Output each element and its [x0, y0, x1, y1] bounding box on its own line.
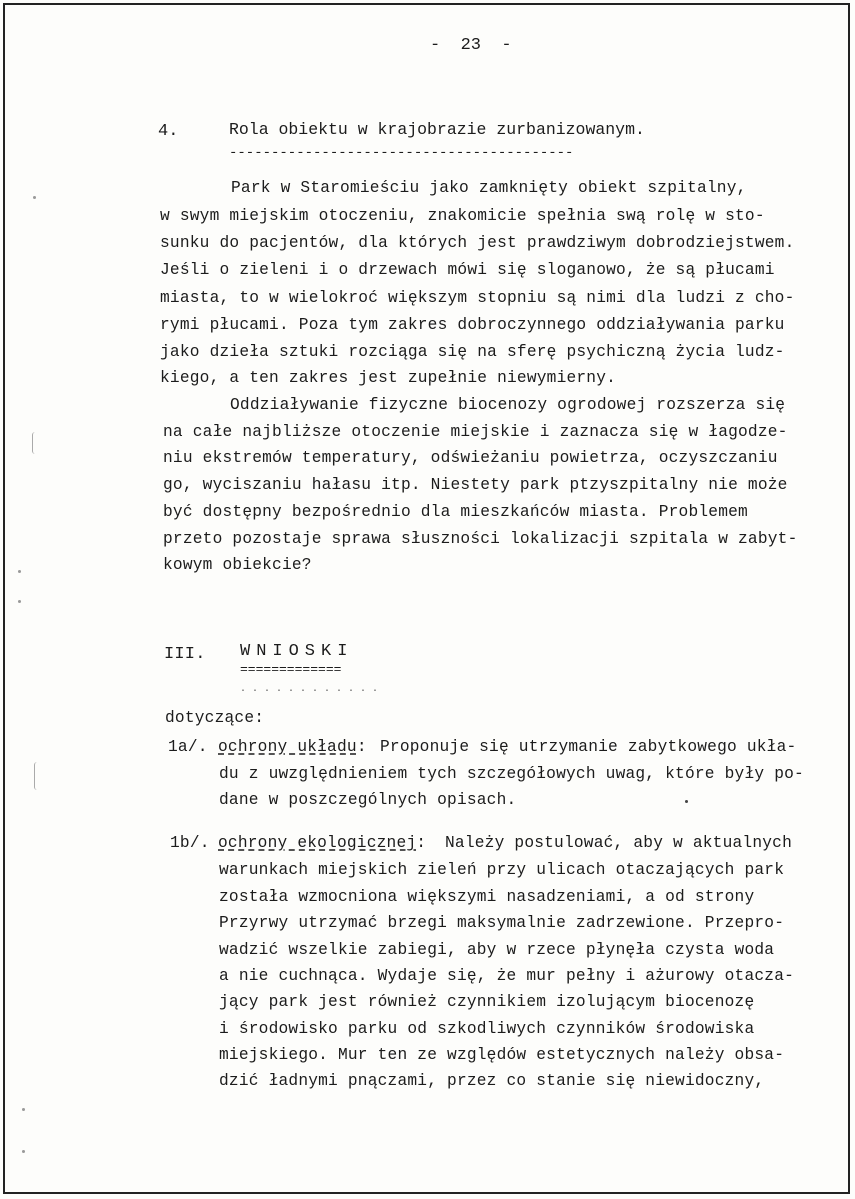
item-1b-line: została wzmocniona większymi nasadzeniami, a od strony — [219, 888, 755, 906]
paragraph-2-line: być dostępny bezpośrednio dla mieszkańców miasta. Problemem — [163, 503, 748, 521]
paragraph-2-line: Oddziaływanie fizyczne biocenozy ogrodowej rozszerza się — [230, 396, 786, 414]
item-1b-line: wadzić wszelkie zabiegi, aby w rzece płynęła czysta woda — [219, 941, 775, 959]
margin-mark — [34, 762, 40, 790]
item-1a-colon: : — [356, 738, 367, 756]
paragraph-1-line: rymi płucami. Poza tym zakres dobroczynnego oddziaływania parku — [160, 316, 785, 334]
paragraph-2-line: przeto pozostaje sprawa słuszności lokalizacji szpitala w zabyt- — [163, 530, 798, 548]
item-1b-line: miejskiego. Mur ten ze względów estetycznych należy obsa- — [219, 1046, 785, 1064]
item-1b-number: 1b/. — [170, 834, 210, 852]
page-number: - 23 - — [430, 36, 512, 55]
paragraph-1-line: kiego, a ten zakres jest zupełnie niewymierny. — [160, 369, 617, 387]
scan-speck — [18, 570, 21, 573]
section-4-underline: ----------------------------------------- — [229, 145, 574, 161]
item-1b-line: jący park jest również czynnikiem izolującym biocenozę — [219, 993, 755, 1011]
scan-speck — [685, 800, 688, 803]
section-4-number: 4. — [158, 122, 179, 141]
section-3-dots: . . . . . . . . . . . . — [240, 684, 379, 695]
item-1b-line: dzić ładnymi pnączami, przez co stanie się niewidoczny, — [219, 1072, 765, 1090]
item-1a-line: Proponuje się utrzymanie zabytkowego ukła- — [380, 738, 797, 756]
paragraph-1-line: Jeśli o zieleni i o drzewach mówi się sloganowo, że są płucami — [160, 261, 775, 279]
paragraph-1-line: w swym miejskim otoczeniu, znakomicie spełnia swą rolę w sto- — [160, 207, 765, 225]
item-1b-line: Przyrwy utrzymać brzegi maksymalnie zadrzewione. Przepro- — [219, 914, 785, 932]
scan-speck — [22, 1150, 25, 1153]
scan-speck — [33, 196, 36, 199]
item-1b-line: i środowisko parku od szkodliwych czynników środowiska — [219, 1020, 755, 1038]
item-1b-colon: : — [416, 834, 427, 852]
paragraph-1-line: miasta, to w wielokroć większym stopniu są nimi dla ludzi z cho- — [160, 289, 795, 307]
scan-speck — [22, 1108, 25, 1111]
section-3-number: III. — [164, 645, 206, 664]
section-3-underline: ============= — [240, 662, 342, 677]
item-1b-line: a nie cuchnąca. Wydaje się, że mur pełny i ażurowy otacza- — [219, 967, 795, 985]
paragraph-2-line: go, wyciszaniu hałasu itp. Niestety park ptzyszpitalny nie może — [163, 476, 788, 494]
item-1a-number: 1a/. — [168, 738, 208, 756]
section-3-title: WNIOSKI — [240, 642, 354, 661]
paragraph-1-line: sunku do pacjentów, dla których jest prawdziwym dobrodziejstwem. — [160, 234, 795, 252]
intro-text: dotyczące: — [165, 709, 265, 727]
margin-mark — [32, 432, 38, 454]
paragraph-2-line: na całe najbliższe otoczenie miejskie i zaznacza się w łagodze- — [163, 423, 788, 441]
item-1b-label: ochrony ekologicznej — [218, 834, 417, 852]
paragraph-2-line: niu ekstremów temperatury, odświeżaniu powietrza, oczyszczaniu — [163, 449, 778, 467]
item-1b-line: warunkach miejskich zieleń przy ulicach otaczających park — [219, 861, 785, 879]
item-1a-label: ochrony układu — [218, 738, 357, 756]
item-1a-line: du z uwzględnieniem tych szczegółowych uwag, które były po- — [219, 765, 804, 783]
paragraph-2-line: kowym obiekcie? — [163, 556, 312, 574]
paragraph-1-line: Park w Staromieściu jako zamknięty obiekt szpitalny, — [231, 179, 747, 197]
item-1a-heading — [218, 737, 367, 757]
section-4-title: Rola obiektu w krajobrazie zurbanizowanym. — [229, 120, 645, 139]
item-1a-line: dane w poszczególnych opisach. — [219, 791, 517, 809]
scan-speck — [18, 600, 21, 603]
item-1b-line: Należy postulować, aby w aktualnych — [445, 834, 792, 852]
item-1b-heading — [218, 833, 426, 853]
paragraph-1-line: jako dzieła sztuki rozciąga się na sferę psychiczną życia ludz- — [160, 343, 785, 361]
